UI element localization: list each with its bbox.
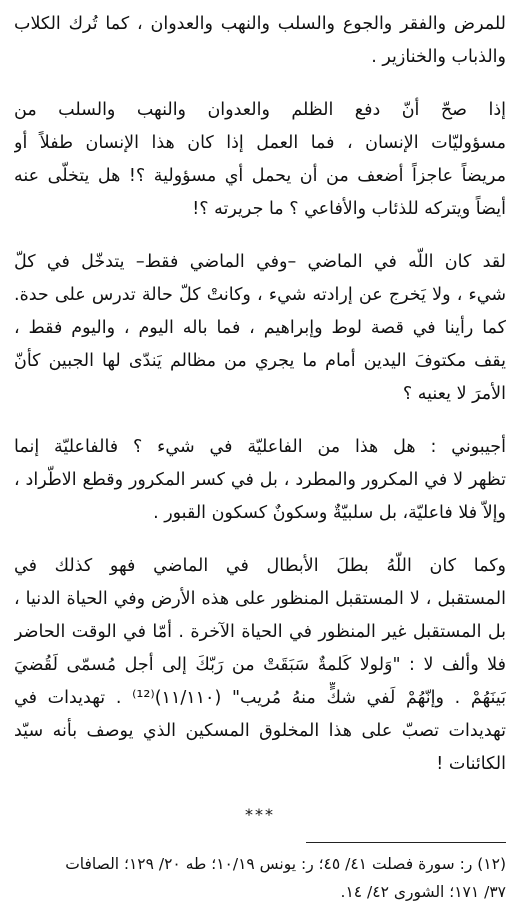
text-line: وإلاّ فلا فاعليّة، بل سلبيّةٌ وسكونٌ كسكون القبور . [153,503,506,523]
paragraph-1 [14,8,506,74]
text-line: كما رأينا في قصة لوط وإبراهيم ، فما باله اليوم ، واليوم فقط ، [14,318,506,338]
paragraph-2 [14,94,506,226]
paragraph-3 [14,246,506,411]
page-body [14,8,506,829]
text-line: للمرض والفقر والجوع والسلب والنهب والعدوان ، كما تُرك الكلاب [14,14,506,34]
footnote-line: (١٢) ر: سورة فصلت ٤١/ ٤٥؛ ر: يونس ١٠/١٩؛ طه ٢٠/ ١٢٩؛ الصافات [65,855,506,873]
paragraph-gap [14,411,506,431]
footnotes [14,850,506,906]
footnote-divider [306,842,506,843]
text-line: والذباب والخنازير . [371,47,506,67]
text-line: تظهر لا في المكرور والمطرد ، بل في كسر المكرور وقطع الاطّراد ، [14,470,506,490]
text-line: فلا وألف لا : "وَلولا كَلمةٌ سَبَقَتْ من رَبّكَ إلى أجل مُسمّى لَقُضيَ [14,655,506,675]
text-line: شيء ، ولا يَخرج عن إرادته شيء ، وكانتْ كلّ حالة تدرس على حدة. [14,285,506,305]
text-line: بل المستقبل غير المنظور في الحياة الآخرة . أمّا في الوقت الحاضر [14,622,506,642]
text-line: إذا صحّ أنّ دفع الظلم والعدوان والنهب والسلب من [14,100,506,120]
text-line: مسؤوليّات الإنسان ، فما العمل إذا كان هذا الإنسان طفلاً أو [14,133,506,153]
text-line: وكما كان اللّهُ بطلَ الأبطال في الماضي فهو كذلك في [14,556,506,576]
text-line: أيضاً ويتركه للذئاب والأفاعي ؟ ما جريرته ؟! [192,199,506,219]
paragraph-4 [14,431,506,530]
text-line: بَينَهُمْ . وإنّهُمْ لَفي شكٍّ منهُ مُريب" (١١/١١٠)⁽¹²⁾ . تهديدات في [14,688,506,708]
text-line: مريضاً عاجزاً أضعف من أن يحمل أي مسؤولية ؟! هل يتخلّى عنه [14,166,506,186]
paragraph-gap [14,226,506,246]
text-line: المستقبل ، لا المستقبل المنظور على هذه الأرض وفي الحياة الدنيا ، [14,589,506,609]
section-separator: *** [245,805,275,824]
text-line: الأمرَ لا يعنيه ؟ [402,384,506,404]
footnote-line: ٣٧/ ١٧١؛ الشورى ٤٢/ ١٤. [340,883,506,901]
text-line: تهديدات تصبّ على هذا المخلوق المسكين الذي يوصف بأنه سيّد [14,721,506,741]
text-line: الكائنات ! [436,754,506,774]
text-line: لقد كان اللّه في الماضي –وفي الماضي فقط– يتدخّل في كلّ [14,252,506,272]
text-line: يقف مكتوفَ اليدين أمام ما يجري من مظالم يَندّى لها الجبين كأنّ [14,351,506,371]
text-line: أجيبوني : هل هذا من الفاعليّة في شيء ؟ فالفاعليّة إنما [14,437,506,457]
paragraph-5 [14,550,506,781]
paragraph-gap [14,74,506,94]
paragraph-gap [14,530,506,550]
